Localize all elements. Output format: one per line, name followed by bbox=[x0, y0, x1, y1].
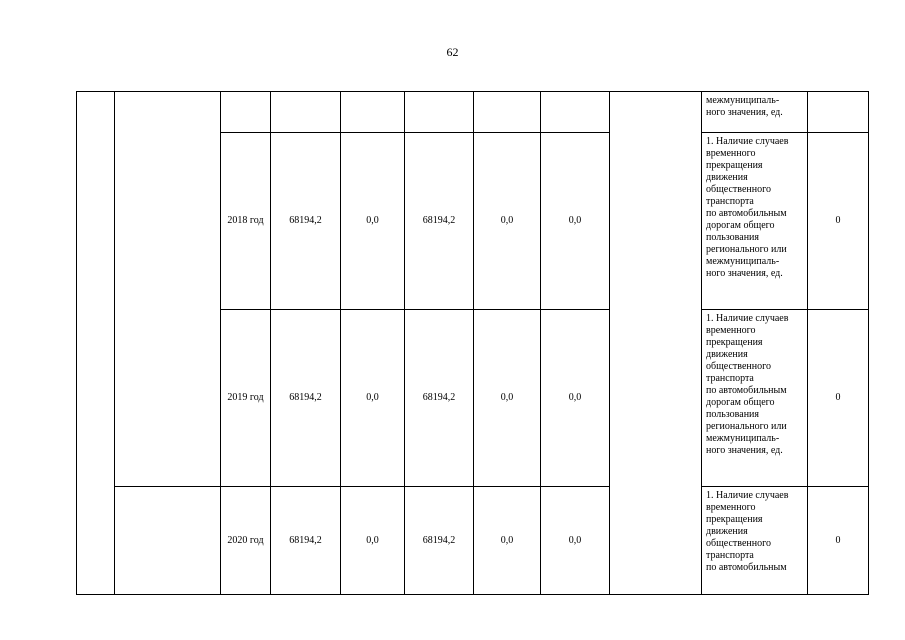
year-cell: 2018 год bbox=[221, 133, 271, 310]
executor-cell bbox=[610, 92, 702, 595]
indicator-cell: 1. Наличие случаев временного прекращения движения общественного транспорта по автомобильным дорогам общего пользования регионального или межмуниципаль- ного значения, ед. bbox=[702, 310, 808, 487]
budget-cell bbox=[405, 92, 474, 133]
budget-cell: 0,0 bbox=[541, 310, 610, 487]
budget-cell: 68194,2 bbox=[405, 487, 474, 595]
total-cell: 68194,2 bbox=[271, 133, 341, 310]
indicator-cell: 1. Наличие случаев временного прекращения движения общественного транспорта по автомобильным дорогам общего пользования регионального или межмуниципаль- ного значения, ед. bbox=[702, 133, 808, 310]
year-cell: 2019 год bbox=[221, 310, 271, 487]
program-funding-table bbox=[76, 91, 869, 595]
total-cell bbox=[271, 92, 341, 133]
budget-cell: 0,0 bbox=[341, 487, 405, 595]
budget-cell: 0,0 bbox=[541, 487, 610, 595]
target-value-cell: 0 bbox=[808, 310, 869, 487]
budget-cell: 0,0 bbox=[474, 487, 541, 595]
indicator-cell: 1. Наличие случаев временного прекращения движения общественного транспорта по автомобильным bbox=[702, 487, 808, 595]
budget-cell bbox=[474, 92, 541, 133]
budget-cell: 68194,2 bbox=[405, 310, 474, 487]
budget-cell bbox=[541, 92, 610, 133]
measure-name-cell bbox=[115, 487, 221, 595]
budget-cell: 68194,2 bbox=[405, 133, 474, 310]
row-number-cell bbox=[77, 92, 115, 595]
budget-cell: 0,0 bbox=[341, 133, 405, 310]
target-value-cell: 0 bbox=[808, 133, 869, 310]
page-number: 62 bbox=[446, 45, 459, 59]
year-cell: 2020 год bbox=[221, 487, 271, 595]
table-row bbox=[77, 92, 869, 133]
budget-cell: 0,0 bbox=[474, 133, 541, 310]
total-cell: 68194,2 bbox=[271, 487, 341, 595]
budget-cell: 0,0 bbox=[541, 133, 610, 310]
total-cell: 68194,2 bbox=[271, 310, 341, 487]
table-row bbox=[77, 487, 869, 595]
measure-name-cell bbox=[115, 92, 221, 487]
target-value-cell bbox=[808, 92, 869, 133]
year-cell bbox=[221, 92, 271, 133]
budget-cell bbox=[341, 92, 405, 133]
budget-cell: 0,0 bbox=[474, 310, 541, 487]
indicator-cell: межмуниципаль- ного значения, ед. bbox=[702, 92, 808, 133]
budget-cell: 0,0 bbox=[341, 310, 405, 487]
target-value-cell: 0 bbox=[808, 487, 869, 595]
